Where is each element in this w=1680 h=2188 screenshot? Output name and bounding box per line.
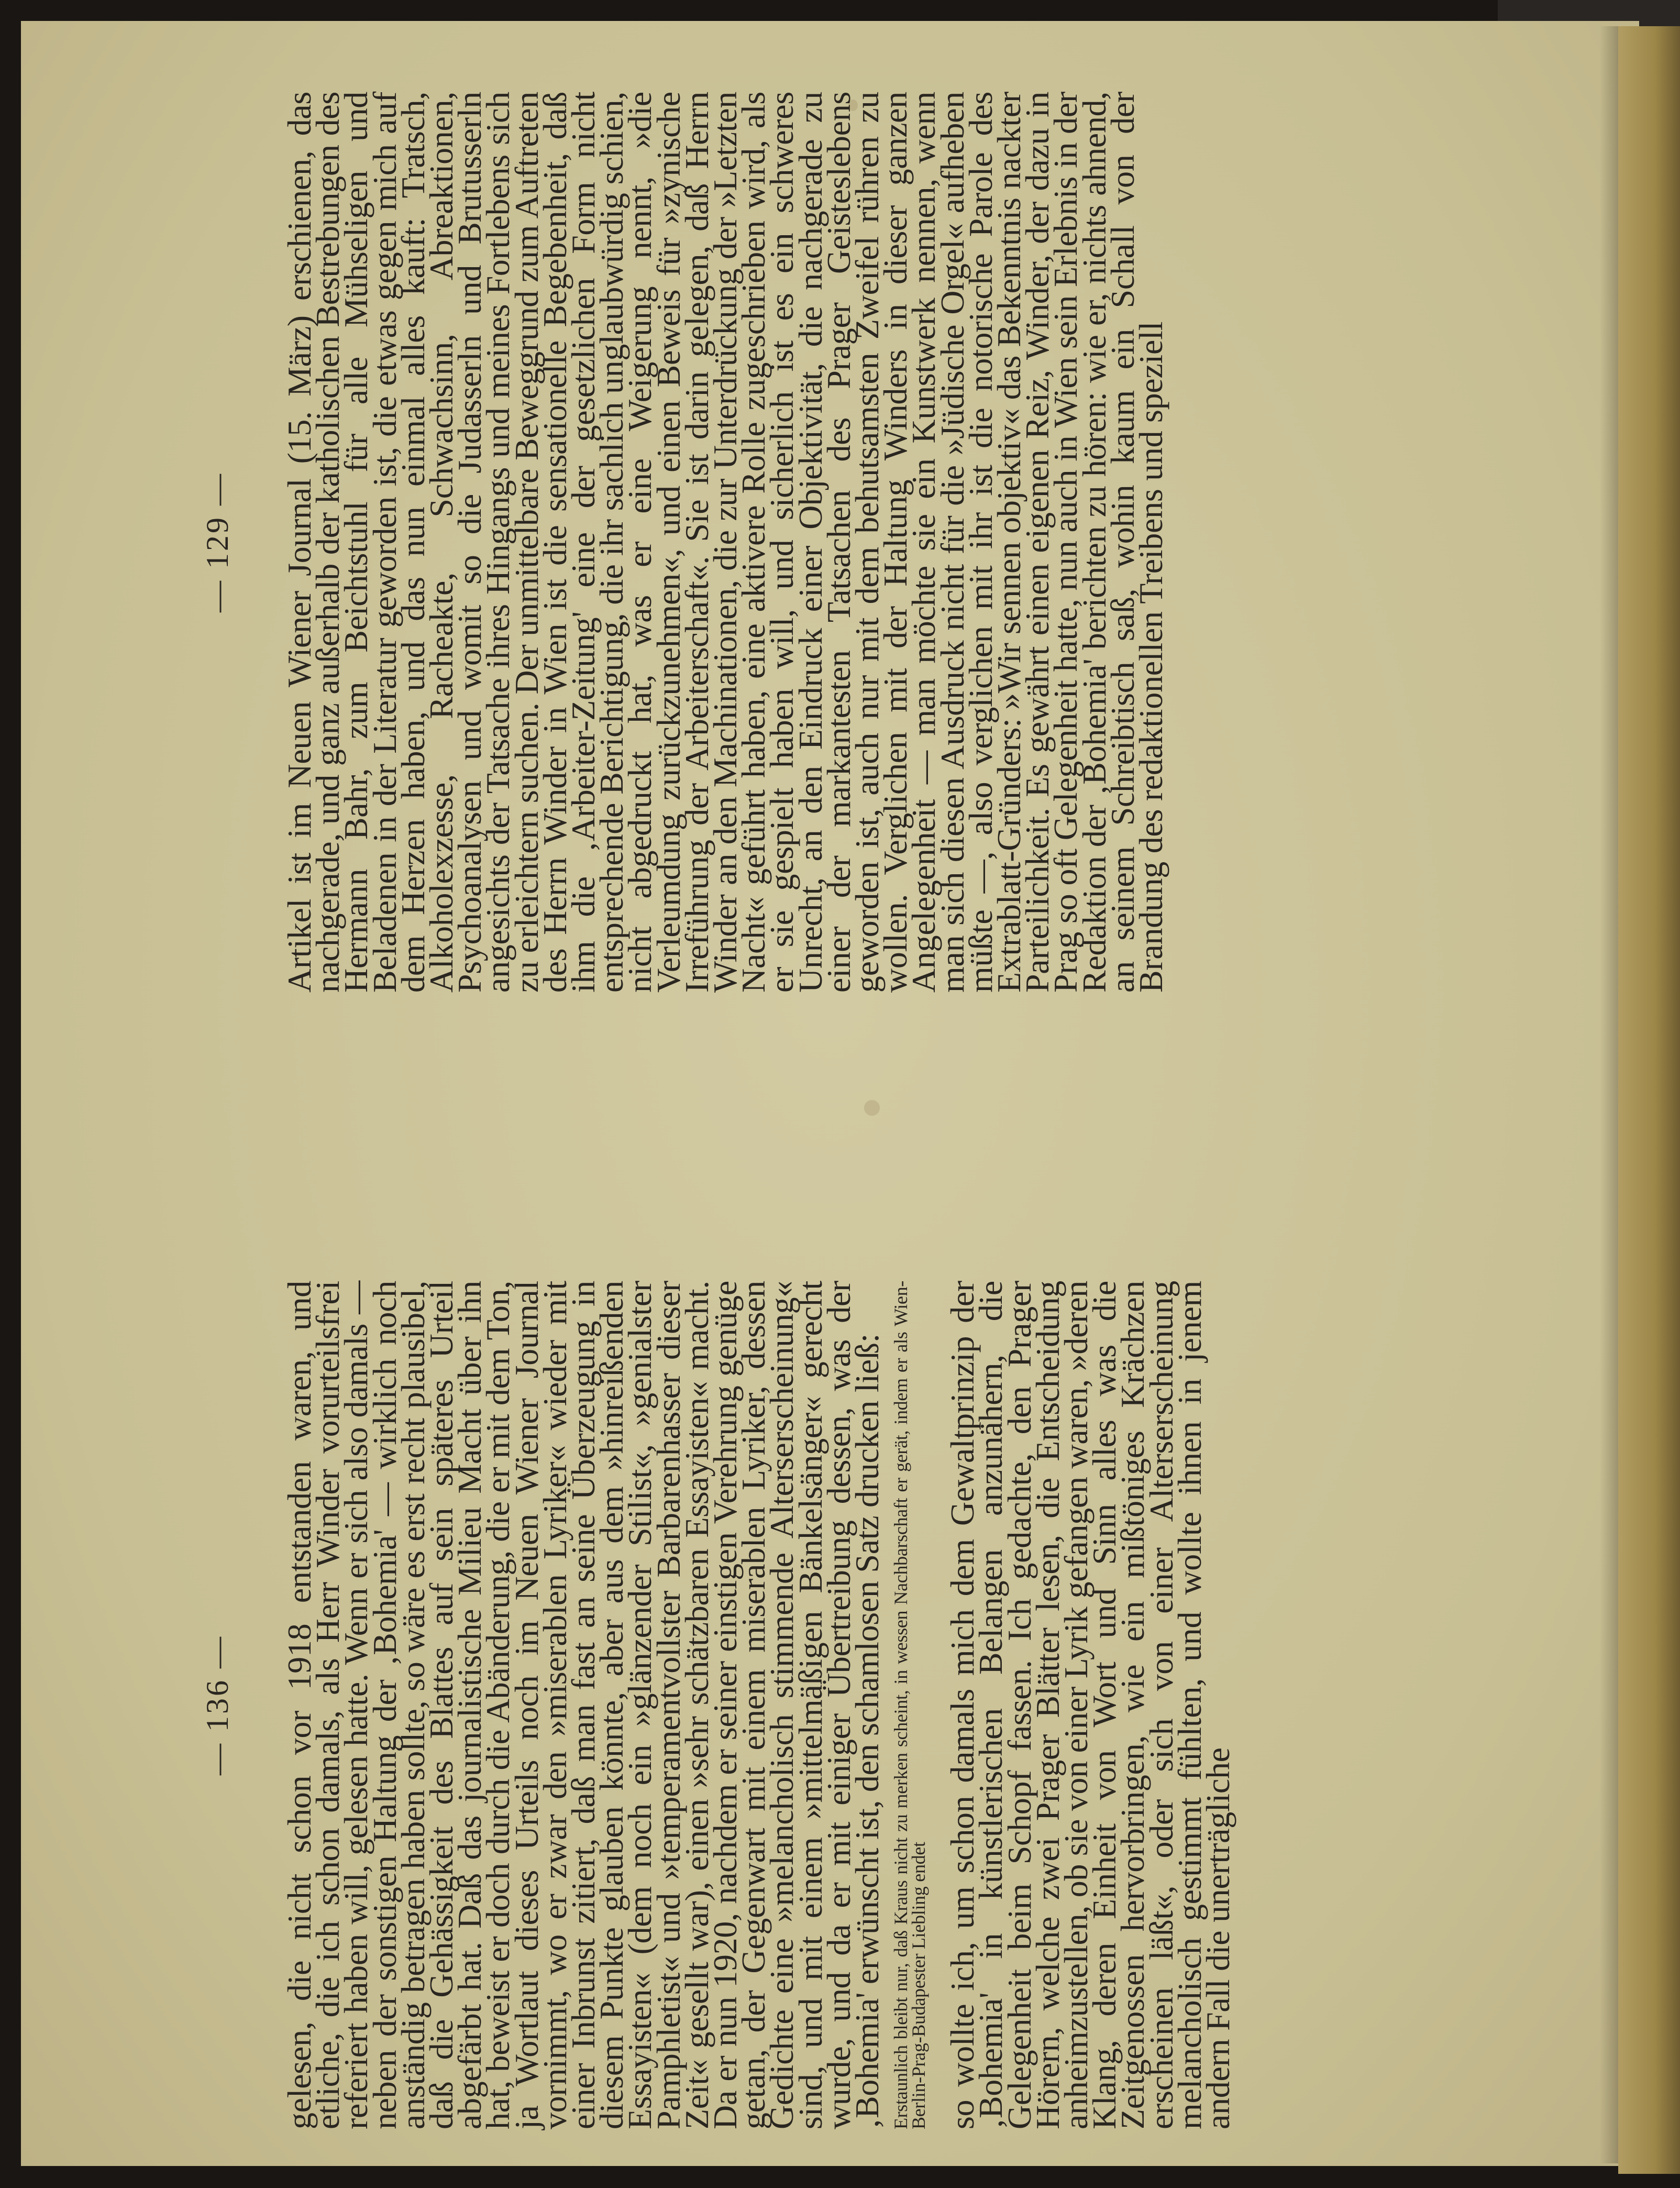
book-spine (1618, 26, 1680, 2174)
page-129-text (281, 92, 1170, 993)
paragraph: Artikel ist im Neuen Wiener Journal (15. März) erschienen, das nachgerade, und ganz außerhalb der katholischen Bestrebungen des Hermann Bahr, zum Beichtstuhl für alle Mühseligen und Beladenen in der Literatur geworden ist, die etwas gegen mich auf dem Herzen haben, und das nun einmal alles kauft: Tratsch, Alkoholexzesse, Racheakte, Schwachsinn, Abreaktionen, Psychoanalysen und womit so die Judasserln und Brutusserln angesichts der Tatsache ihres Hingangs und meines Fortlebens sich zu erleichtern suchen. Der unmittelbare Beweggrund zum Auftreten des Herrn Winder in Wien ist die sensationelle Begebenheit, daß ihm die ‚Arbeiter-Zeitung' eine der gesetzlichen Form nicht entsprechende Berichtigung, die ihr sachlich unglaubwürdig schien, nicht abgedruckt hat, was er eine Weigerung nennt, »die Verleumdung zurückzunehmen«, und einen Beweis für »zynische Irreführung der Arbeiterschaft«. Sie ist darin gelegen, daß Herrn Winder an den Machinationen, die zur Unterdrückung der »Letzten Nacht« geführt haben, eine aktivere Rolle zugeschrieben wird, als er sie gespielt haben will, und sicherlich ist es ein schweres Unrecht, an den Eindruck einer Objektivität, die nachgerade zu einer der markantesten Tatsachen des Prager Geisteslebens geworden ist, auch nur mit dem behutsamsten Zweifel rühren zu wollen. Verglichen mit der Haltung Winders in dieser ganzen Angelegenheit — man möchte sie ein Kunstwerk nennen, wenn man sich diesen Ausdruck nicht für die »Jüdische Orgel« aufheben müßte —, also verglichen mit ihr ist die notorische Parole des Extrablatt-Gründers: »Wir sennen objektiv« das Bekenntnis nackter Parteilichkeit. Es gewährt einen eigenen Reiz, Winder, der dazu in Prag so oft Gelegenheit hatte, nun auch in Wien sein Erlebnis in der Redaktion der ‚Bohemia' berichten zu hören: wie er, nichts ahnend, an seinem Schreibtisch saß, wohin kaum ein Schall von der Brandung des redaktionellen Treibens und speziell (281, 92, 1170, 993)
folio-129: — 129 — (200, 472, 235, 612)
folio-136: — 136 — (200, 1635, 235, 1775)
paragraph: so wollte ich, um schon damals mich dem Gewaltprinzip der ‚Bohemia' in künstlerischen Belangen anzunähern, die Gelegenheit beim Schopf fassen. Ich gedachte, den Prager Hörern, welche zwei Prager Blätter lesen, die Entscheidung anheimzustellen, ob sie von einer Lyrik gefangen waren, »deren Klang, deren Einheit von Wort und Sinn alles was die Zeitgenossen hervorbringen, wie ein mißtöniges Krächzen erscheinen läßt«, oder sich von einer Alterserscheinung melancholisch gestimmt fühlten, und wollte ihnen in jenem andern Fall die unerträgliche (944, 1281, 1237, 2129)
gutter-shadow (1600, 26, 1621, 2163)
page-136-text (281, 1281, 1237, 2129)
paragraph: gelesen, die nicht schon vor 1918 entstanden waren, und etliche, die ich schon damals, als Herr Winder vorurteilsfrei referiert haben will, gelesen hatte. Wenn er sich also damals — neben der sonstigen Haltung der ‚Bohemia' — wirklich noch anständig betragen haben sollte, so wäre es erst recht plausibel, daß die Gehässigkeit des Blattes auf sein späteres Urteil abgefärbt hat. Daß das journalistische Milieu Macht über ihn hat, beweist er doch durch die Abänderung, die er mit dem Ton, ja Wortlaut dieses Urteils noch im Neuen Wiener Journal vornimmt, wo er zwar den »miserablen Lyriker« wieder mit einer Inbrunst zitiert, daß man fast an seine Überzeugung in diesem Punkte glauben könnte, aber aus dem »hinreißenden Essayisten« (dem noch ein »glänzender Stilist«, »genialster Pamphletist« und »temperamentvollster Barbarenhasser dieser Zeit« gesellt war), einen »sehr schätzbaren Essayisten« macht. Da er nun 1920, nachdem er seiner einstigen Verehrung genüge getan, der Gegenwart mit einem miserablen Lyriker, dessen Gedichte eine »melancholisch stimmende Alterserscheinung« sind, und mit einem »mittelmäßigen Bänkelsänger« gerecht wurde, und da er mit einiger Übertreibung dessen, was der ‚Bohemia' erwünscht ist, den schamlosen Satz drucken ließ: (281, 1281, 886, 2129)
page-129 (196, 92, 1170, 993)
footnote: Erstaunlich bleibt nur, daß Kraus nicht zu merken scheint, in wessen Nachbarschaft er gerät, indem er als Wien-Berlin-Prag-Budapester Liebling endet (890, 1281, 930, 2129)
page-136 (196, 1281, 1237, 2129)
rotated-spread (196, 24, 1237, 2145)
